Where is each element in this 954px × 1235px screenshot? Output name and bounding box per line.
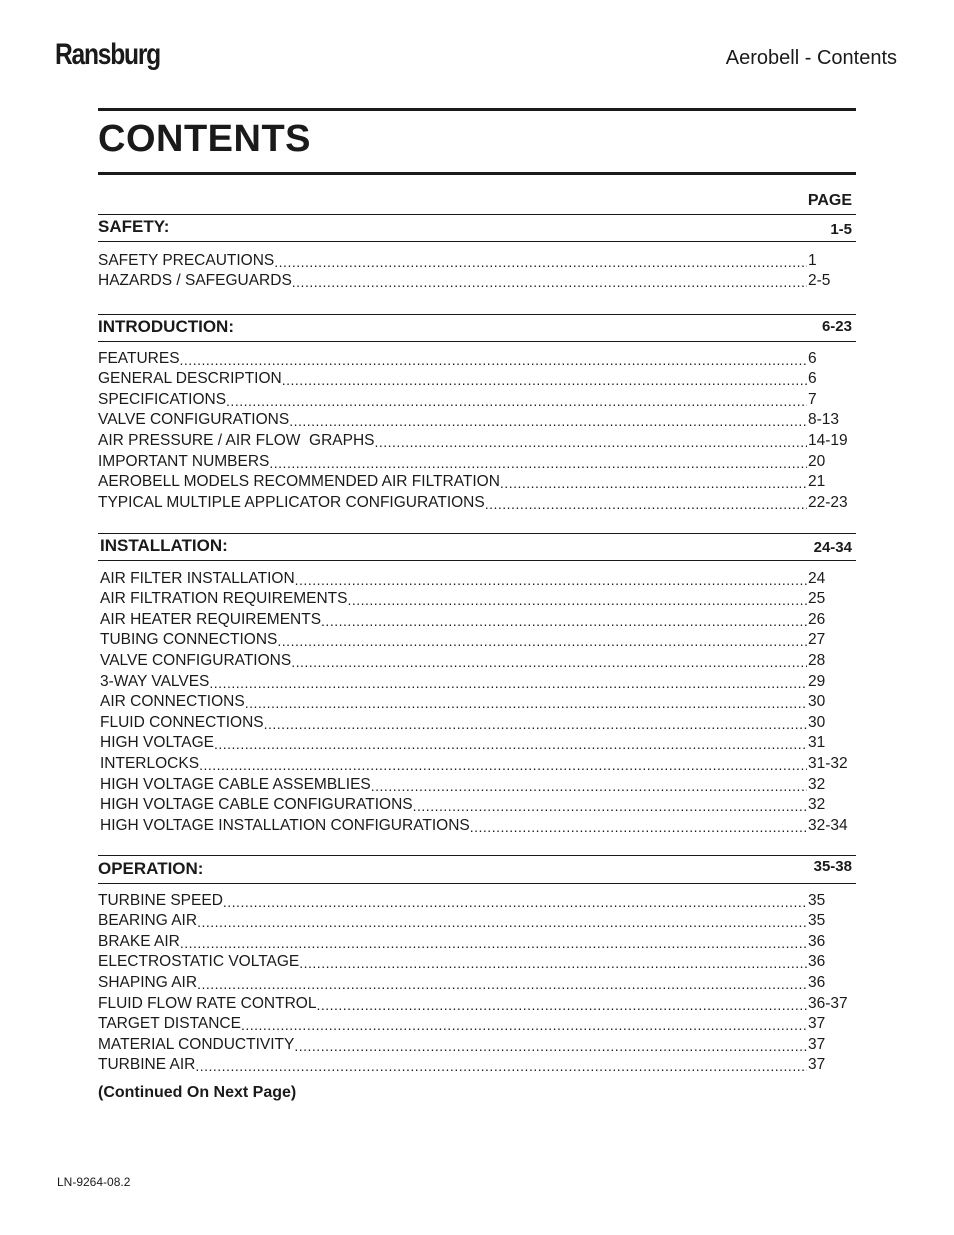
document-number: LN-9264-08.2	[57, 1175, 131, 1189]
entry-label: SAFETY PRECAUTIONS	[98, 251, 275, 269]
entry-page: 32	[808, 775, 826, 793]
dot-leader	[264, 715, 807, 733]
dot-leader	[274, 253, 807, 271]
section-bottom-rule	[98, 883, 856, 884]
entry-label: FLUID FLOW RATE CONTROL	[98, 994, 317, 1012]
toc-entry[interactable]	[98, 369, 856, 390]
entry-label: AIR FILTER INSTALLATION	[100, 569, 295, 587]
entry-label: AIR HEATER REQUIREMENTS	[100, 610, 322, 628]
entry-page: 37	[808, 1015, 826, 1033]
entry-label: HIGH VOLTAGE CABLE CONFIGURATIONS	[100, 796, 413, 814]
toc-entry[interactable]	[98, 250, 856, 271]
section-title: OPERATION:	[98, 859, 204, 878]
entry-label: FLUID CONNECTIONS	[100, 713, 264, 731]
section-top-rule	[98, 855, 856, 856]
entry-page: 26	[808, 610, 826, 628]
dot-leader	[321, 612, 807, 630]
entry-page: 24	[808, 569, 826, 587]
entry-page: 31-32	[808, 754, 848, 772]
dot-leader	[209, 674, 807, 692]
entry-page: 30	[808, 713, 826, 731]
toc-entry[interactable]	[98, 1055, 856, 1076]
entry-list	[98, 348, 856, 513]
toc-entry[interactable]	[100, 712, 856, 733]
entry-label: TURBINE AIR	[98, 1056, 196, 1074]
toc-entry[interactable]	[98, 410, 856, 431]
dot-leader	[180, 934, 807, 952]
dot-leader	[316, 996, 807, 1014]
dot-leader	[470, 818, 807, 836]
entry-list	[98, 250, 856, 291]
toc-entry[interactable]	[100, 671, 856, 692]
entry-label: IMPORTANT NUMBERS	[98, 452, 270, 470]
entry-page: 36	[808, 932, 826, 950]
entry-label: HIGH VOLTAGE INSTALLATION CONFIGURATIONS	[100, 816, 470, 834]
dot-leader	[269, 454, 807, 472]
entry-page: 7	[808, 390, 817, 408]
toc-entry[interactable]	[100, 589, 856, 610]
toc-entry[interactable]	[98, 348, 856, 369]
entry-page: 30	[808, 693, 826, 711]
entry-page: 14-19	[808, 431, 848, 449]
entry-page: 20	[808, 452, 826, 470]
toc-entry[interactable]	[98, 972, 856, 993]
entry-page: 36-37	[808, 994, 848, 1012]
entry-page: 36	[808, 973, 826, 991]
entry-label: AIR PRESSURE / AIR FLOW GRAPHS	[98, 431, 375, 449]
continued-note: (Continued On Next Page)	[98, 1084, 297, 1101]
section-bottom-rule	[98, 341, 856, 342]
toc-entry[interactable]	[98, 451, 856, 472]
section-top-rule	[98, 214, 856, 215]
entry-page: 37	[808, 1056, 826, 1074]
toc-entry[interactable]	[100, 568, 856, 589]
entry-label: BRAKE AIR	[98, 932, 180, 950]
toc-entry[interactable]	[98, 993, 856, 1014]
section-bottom-rule	[98, 560, 856, 561]
entry-label: AIR FILTRATION REQUIREMENTS	[100, 590, 348, 608]
dot-leader	[282, 371, 807, 389]
section-bottom-rule	[98, 241, 856, 242]
entry-page: 32	[808, 796, 826, 814]
section-title: SAFETY:	[98, 217, 170, 236]
toc-entry[interactable]	[98, 492, 856, 513]
entry-label: SHAPING AIR	[98, 973, 198, 991]
entry-label: VALVE CONFIGURATIONS	[100, 651, 292, 669]
entry-page: 29	[808, 672, 826, 690]
section-pages: 6-23	[821, 318, 852, 335]
entry-label: TARGET DISTANCE	[98, 1015, 241, 1033]
toc-entry[interactable]	[98, 1014, 856, 1035]
toc-entry[interactable]	[98, 430, 856, 451]
entry-label: TUBING CONNECTIONS	[100, 631, 278, 649]
dot-leader	[195, 1057, 807, 1075]
toc-entry[interactable]	[98, 1034, 856, 1055]
dot-leader	[374, 433, 807, 451]
entry-label: HAZARDS / SAFEGUARDS	[98, 272, 292, 290]
entry-label: HIGH VOLTAGE	[100, 734, 214, 752]
entry-label: MATERIAL CONDUCTIVITY	[98, 1035, 295, 1053]
dot-leader	[241, 1016, 807, 1034]
toc-entry[interactable]	[100, 795, 856, 816]
entry-label: SPECIFICATIONS	[98, 390, 227, 408]
entry-label: FEATURES	[98, 349, 180, 367]
toc-entry[interactable]	[100, 650, 856, 671]
dot-leader	[197, 975, 807, 993]
entry-label: VALVE CONFIGURATIONS	[98, 411, 290, 429]
dot-leader	[299, 954, 807, 972]
toc-entry[interactable]	[100, 630, 856, 651]
section-top-rule	[98, 533, 856, 534]
entry-page: 31	[808, 734, 826, 752]
dot-leader	[289, 412, 807, 430]
entry-page: 35	[808, 912, 826, 930]
entry-page: 37	[808, 1035, 826, 1053]
dot-leader	[214, 735, 807, 753]
section-top-rule	[98, 314, 856, 315]
dot-leader	[485, 495, 807, 513]
toc-entry[interactable]	[100, 753, 856, 774]
toc-entry[interactable]	[100, 609, 856, 630]
toc-entry[interactable]	[98, 389, 856, 410]
entry-page: 32-34	[808, 816, 848, 834]
entry-page: 1	[808, 251, 817, 269]
toc-entry[interactable]	[98, 911, 856, 932]
toc-entry[interactable]	[100, 815, 856, 836]
entry-label: 3-WAY VALVES	[100, 672, 210, 690]
toc-entry[interactable]	[98, 931, 856, 952]
entry-label: AIR CONNECTIONS	[100, 693, 245, 711]
entry-page: 6	[808, 349, 817, 367]
section-title: INTRODUCTION:	[98, 317, 234, 336]
entry-page: 28	[808, 651, 826, 669]
entry-page: 2-5	[808, 272, 831, 290]
entry-page: 25	[808, 590, 826, 608]
entry-label: TYPICAL MULTIPLE APPLICATOR CONFIGURATIONS	[98, 493, 485, 511]
entry-page: 22-23	[808, 493, 848, 511]
dot-leader	[295, 571, 807, 589]
entry-label: ELECTROSTATIC VOLTAGE	[98, 953, 300, 971]
page-title: CONTENTS	[98, 118, 311, 160]
toc-entry[interactable]	[100, 692, 856, 713]
dot-leader	[347, 591, 807, 609]
entry-list	[100, 568, 856, 836]
toc-entry[interactable]	[98, 472, 856, 493]
toc-entry[interactable]	[98, 271, 856, 292]
entry-label: INTERLOCKS	[100, 754, 200, 772]
entry-list	[98, 890, 856, 1075]
dot-leader	[277, 632, 807, 650]
entry-page: 27	[808, 631, 826, 649]
dot-leader	[199, 756, 807, 774]
dot-leader	[292, 273, 807, 291]
toc-entry[interactable]	[100, 774, 856, 795]
section-title: INSTALLATION:	[100, 536, 228, 555]
entry-label: BEARING AIR	[98, 912, 198, 930]
dot-leader	[226, 392, 807, 410]
entry-page: 6	[808, 370, 817, 388]
dot-leader	[500, 474, 807, 492]
section-pages: 24-34	[813, 539, 852, 556]
dot-leader	[291, 653, 807, 671]
entry-label: GENERAL DESCRIPTION	[98, 370, 282, 388]
entry-page: 21	[808, 473, 826, 491]
dot-leader	[223, 893, 807, 911]
title-rule	[98, 172, 856, 175]
entry-label: TURBINE SPEED	[98, 891, 223, 909]
dot-leader	[197, 913, 807, 931]
section-pages: 1-5	[830, 221, 852, 238]
dot-leader	[371, 777, 807, 795]
entry-label: HIGH VOLTAGE CABLE ASSEMBLIES	[100, 775, 371, 793]
document-title: Aerobell - Contents	[725, 47, 897, 69]
dot-leader	[294, 1037, 807, 1055]
toc-entry[interactable]	[100, 733, 856, 754]
toc-entry[interactable]	[98, 952, 856, 973]
entry-page: 36	[808, 953, 826, 971]
toc-entry[interactable]	[98, 890, 856, 911]
dot-leader	[245, 694, 807, 712]
dot-leader	[413, 797, 807, 815]
entry-page: 8-13	[808, 411, 840, 429]
entry-page: 35	[808, 891, 826, 909]
page-column-label: PAGE	[807, 192, 852, 209]
dot-leader	[180, 351, 807, 369]
entry-label: AEROBELL MODELS RECOMMENDED AIR FILTRATION	[98, 473, 500, 491]
top-rule	[98, 108, 856, 111]
ransburg-logo: Ransburg	[55, 38, 160, 71]
section-pages: 35-38	[813, 858, 852, 875]
